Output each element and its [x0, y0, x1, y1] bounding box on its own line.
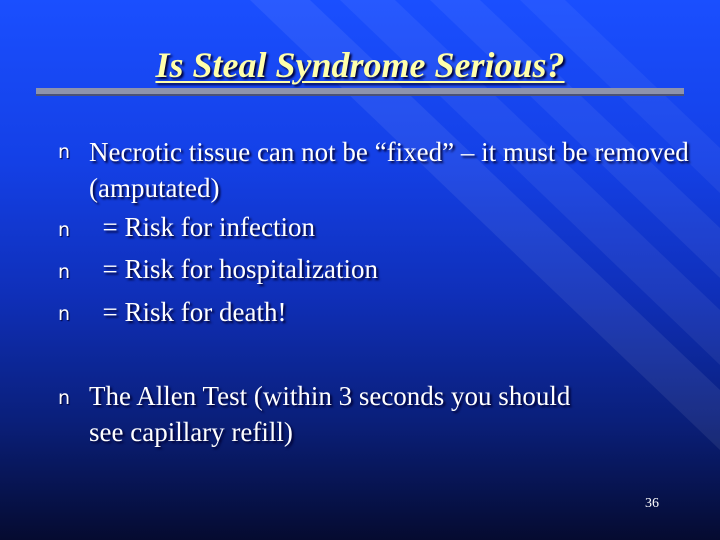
bullet-text: = Risk for infection	[89, 212, 315, 242]
slide-title: Is Steal Syndrome Serious?	[155, 45, 565, 85]
bullet-text: The Allen Test (within 3 seconds you should see capillary refill)	[89, 381, 571, 447]
bullet-marker: n	[58, 219, 71, 241]
bullet-marker: n	[58, 261, 71, 283]
slide-number: 36	[645, 496, 659, 511]
bullet-text: = Risk for hospitalization	[89, 254, 378, 284]
bullet-marker: n	[58, 141, 71, 163]
bullet-text: Necrotic tissue can not be “fixed” – it must be removed (amputated)	[89, 137, 689, 203]
bullet-marker: n	[58, 303, 71, 325]
bullet-marker: n	[58, 387, 71, 409]
bullet-text: = Risk for death!	[89, 297, 287, 327]
title-underline-rule	[36, 88, 684, 96]
